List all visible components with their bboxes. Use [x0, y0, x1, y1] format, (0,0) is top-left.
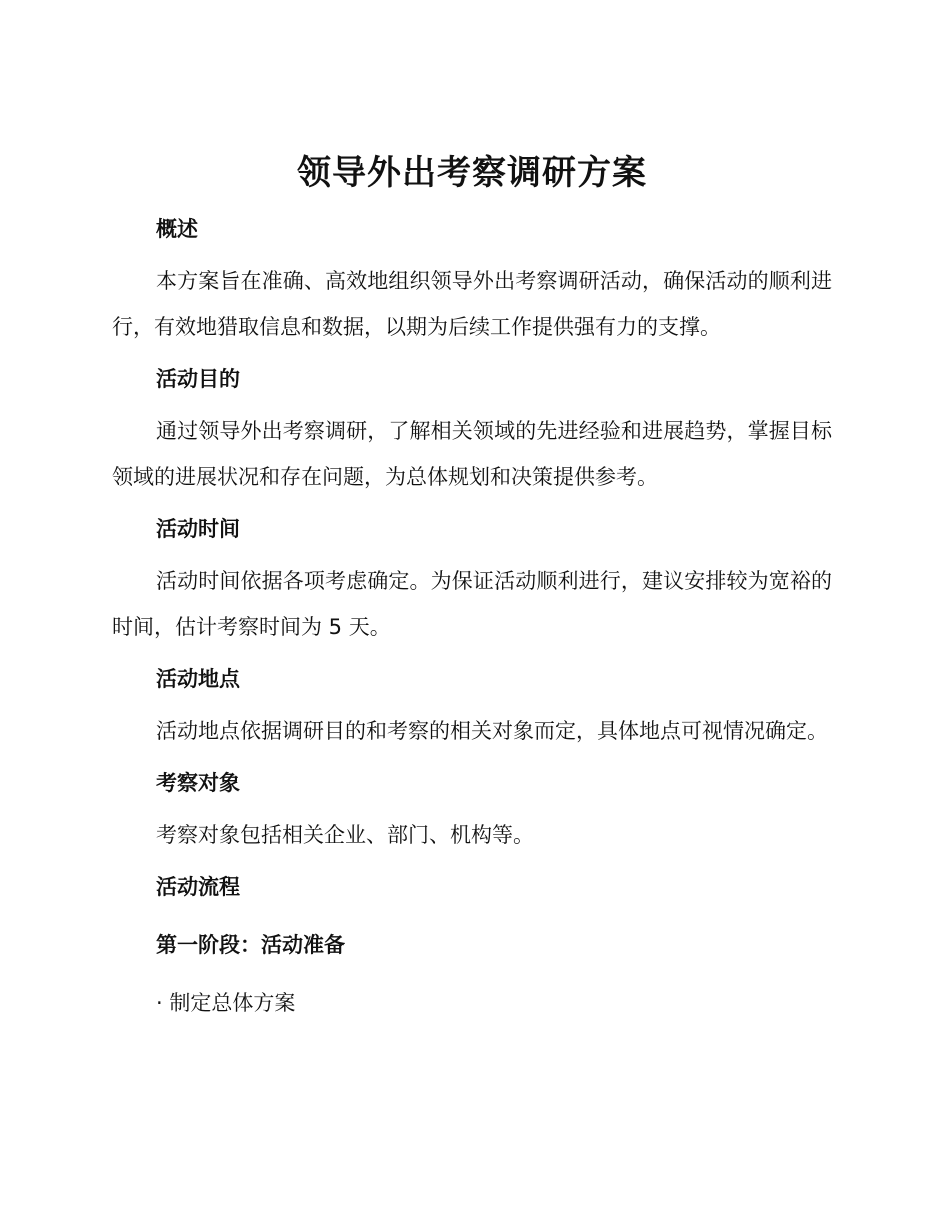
heading-phase-one: 第一阶段：活动准备: [156, 933, 345, 957]
heading-process: 活动流程: [156, 875, 240, 899]
paragraph-time: 活动时间依据各项考虑确定。为保证活动顺利进行，建议安排较为宽裕的时间，估计考察时间为 5 天。: [112, 569, 832, 639]
heading-targets: 考察对象: [156, 771, 240, 795]
heading-purpose: 活动目的: [156, 367, 240, 391]
heading-overview: 概述: [156, 217, 198, 241]
bullet-item: · 制定总体方案: [156, 991, 296, 1015]
heading-location: 活动地点: [156, 667, 240, 691]
paragraph-targets: 考察对象包括相关企业、部门、机构等。: [156, 823, 534, 847]
document-title: 领导外出考察调研方案: [297, 153, 647, 193]
paragraph-purpose: 通过领导外出考察调研，了解相关领域的先进经验和进展趋势，掌握目标领域的进展状况和存在问题，为总体规划和决策提供参考。: [112, 419, 832, 489]
paragraph-location: 活动地点依据调研目的和考察的相关对象而定，具体地点可视情况确定。: [156, 719, 828, 743]
heading-time: 活动时间: [156, 517, 240, 541]
paragraph-overview: 本方案旨在准确、高效地组织领导外出考察调研活动，确保活动的顺利进行，有效地猎取信息和数据，以期为后续工作提供强有力的支撑。: [112, 269, 832, 339]
